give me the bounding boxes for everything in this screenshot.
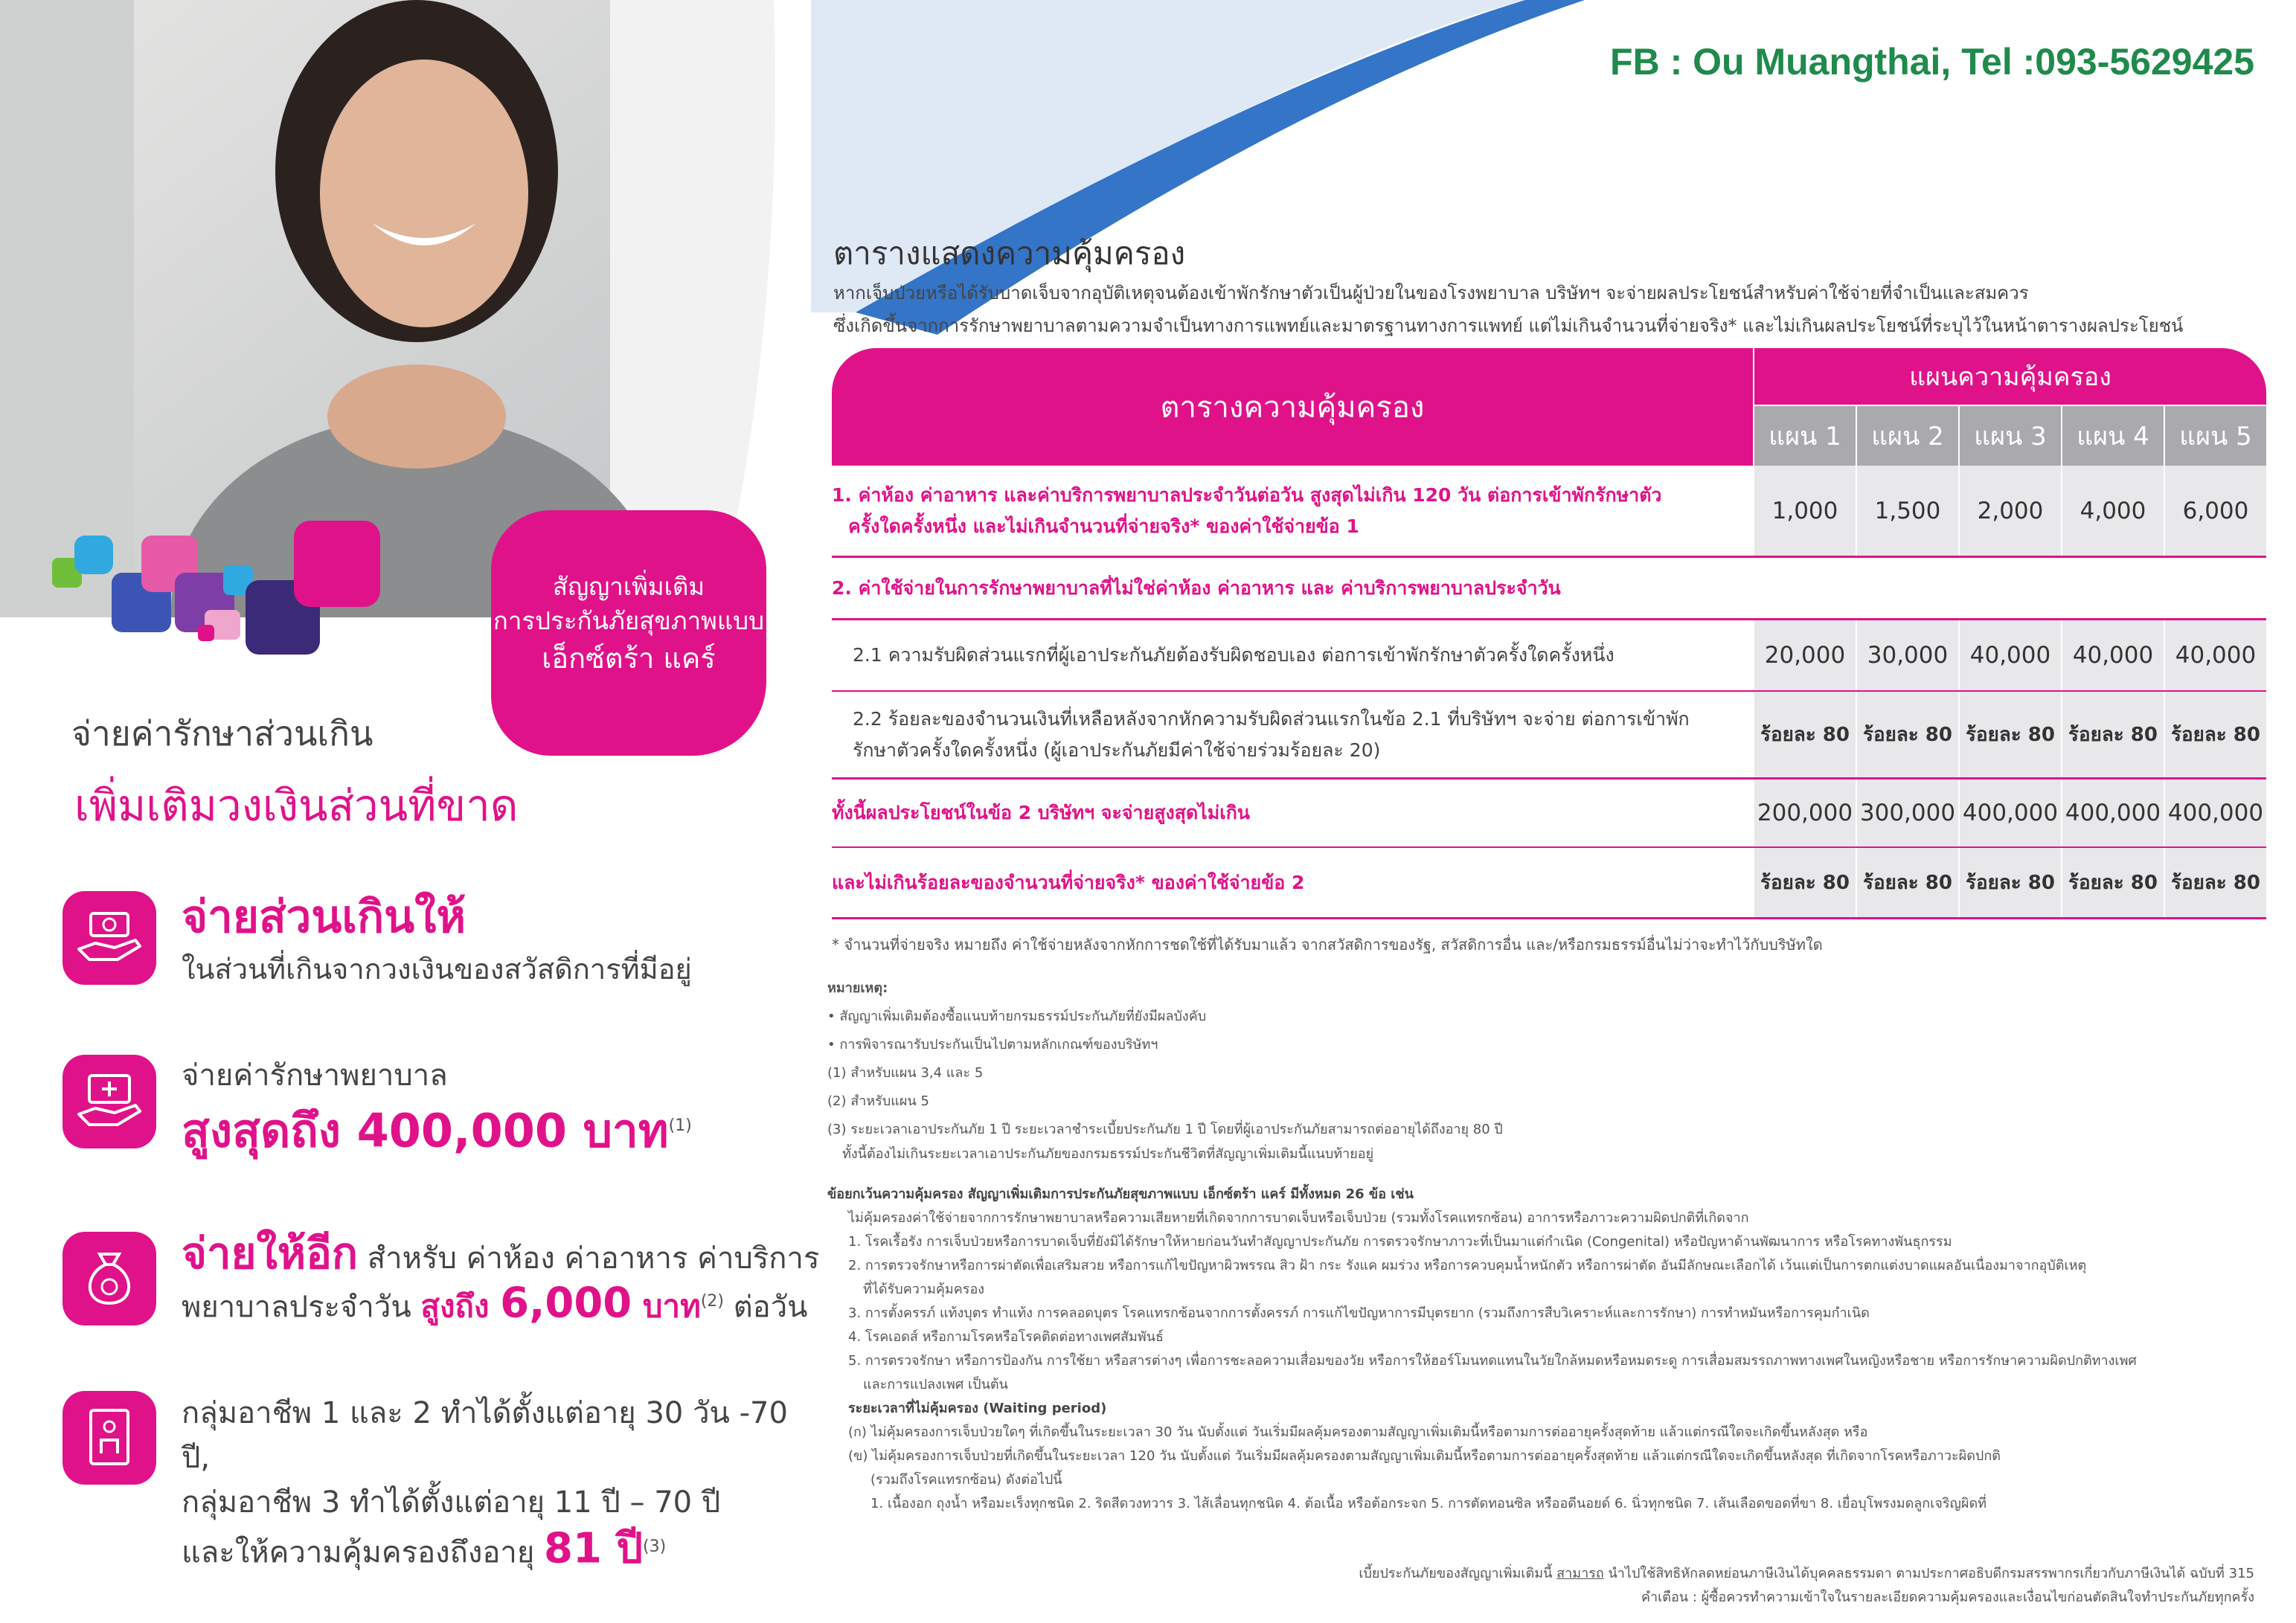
row-label: และไม่เกินร้อยละของจำนวนที่จ่ายจริง* ของค่าใช้จ่ายข้อ 2: [832, 871, 1305, 893]
decorative-tile: [74, 536, 113, 574]
money-bag-icon: [62, 1232, 156, 1325]
section-intro: [833, 277, 2277, 342]
table-row: [832, 848, 2266, 919]
cell-value: 200,000: [1754, 780, 1856, 846]
footnote-ref: (2): [700, 1292, 724, 1311]
cell-value: ร้อยละ 80: [1857, 848, 1958, 917]
cell-value: 40,000: [1960, 620, 2061, 690]
badge-line-1: สัญญาเพิ่มเติม: [552, 572, 705, 601]
table-row: [832, 620, 2266, 692]
header-plan-3: แผน 3: [1960, 406, 2061, 466]
decorative-tile: [198, 625, 214, 641]
section-title: ตารางแสดงความคุ้มครอง: [833, 235, 1186, 271]
cell-value: 300,000: [1857, 780, 1958, 846]
cell-value: ร้อยละ 80: [1754, 692, 1856, 777]
badge-line-2: การประกันภัยสุขภาพแบบ: [493, 606, 765, 635]
intro-line: หากเจ็บป่วยหรือได้รับบาดเจ็บจากอุบัติเหตุจนต้องเข้าพักรักษาตัวเป็นผู้ป่วยในของโรงพยาบาล บริษัทฯ จะจ่ายผลประโยชน์สำหรับค่าใช้จ่ายที่จำเป็นและสมควร: [833, 283, 2029, 303]
remark-item: (1) สำหรับแผน 3,4 และ 5: [827, 1065, 984, 1081]
feature-line: จ่ายค่ารักษาพยาบาล: [182, 1058, 448, 1093]
decorative-tile: [294, 521, 380, 607]
cell-value: 1,000: [1754, 466, 1856, 556]
cell-value: ร้อยละ 80: [2165, 692, 2266, 777]
cell-value: ร้อยละ 80: [2062, 848, 2164, 917]
waiting-period-heading: ระยะเวลาที่ไม่คุ้มครอง (Waiting period): [848, 1401, 1107, 1416]
waiting-item: (ข) ไม่คุ้มครองการเจ็บป่วยที่เกิดขึ้นในระยะเวลา 120 วัน นับตั้งแต่ วันเริ่มมีผลคุ้มครองตามสัญญาเพิ่มเติมนี้หรือตามการต่ออายุครั้งสุดท้าย แล้วแต่กรณีใดจะเกิดขึ้นหลังสุด ที่เกิดจากโรคหรือภาวะผิดปกติ: [848, 1448, 2001, 1464]
contact-info: FB : Ou Muangthai, Tel :093-5629425: [1610, 41, 2254, 83]
product-badge: [491, 510, 766, 756]
cell-value: ร้อยละ 80: [2165, 848, 2266, 917]
table-footnote: * จำนวนที่จ่ายจริง หมายถึง ค่าใช้จ่ายหลังจากหักการชดใช้ที่ได้รับมาแล้ว จากสวัสดิการของรัฐ, สวัสดิการอื่น และ/หรือกรมธรรม์อื่นไม่ว่าจะทำไว้กับบริษัทใด: [832, 936, 1823, 954]
coverage-table: [832, 348, 2266, 919]
exclusion-item: ไม่คุ้มครองค่าใช้จ่ายจากการรักษาพยาบาลหรือความเสียหายที่เกิดจากการบาดเจ็บหรือเจ็บป่วย (รวมทั้งโรคแทรกซ้อน) อาการหรือภาวะความผิดปกติที่เกิดจาก: [848, 1210, 1749, 1226]
waiting-item: 1. เนื้องอก ถุงน้ำ หรือมะเร็งทุกชนิด 2. ริดสีดวงทวาร 3. ไส้เลื่อนทุกชนิด 4. ต้อเนื้อ หรือต้อกระจก 5. การตัดทอนซิล หรืออดีนอยด์ 6. นิ่วทุกชนิด 7. เส้นเลือดขอดที่ขา 8. เยื่อบุโพรงมดลูกเจริญผิดที่: [870, 1496, 1986, 1511]
intro-line: ซึ่งเกิดขึ้นจากการรักษาพยาบาลตามความจำเป็นทางการแพทย์และมาตรฐานทางการแพทย์ แต่ไม่เกินจำนวนที่จ่ายจริง* และไม่เกินผลประโยชน์ที่ระบุไว้ในหน้าตารางผลประโยชน์: [833, 315, 2184, 336]
remark-item: (2) สำหรับแผน 5: [827, 1093, 929, 1109]
feature-age: 81 ปี: [544, 1524, 644, 1573]
header-plan-2: แผน 2: [1857, 406, 1958, 466]
feature-desc: ในส่วนที่เกินจากวงเงินของสวัสดิการที่มีอยู่: [182, 953, 692, 986]
row-label: 2.2 ร้อยละของจำนวนเงินที่เหลือหลังจากหักความรับผิดส่วนแรกในข้อ 2.1 ที่บริษัทฯ จะจ่าย ต่อการเข้าพัก: [853, 707, 1690, 730]
cell-value: 2,000: [1960, 466, 2061, 556]
feature-title: จ่ายส่วนเกินให้: [182, 891, 466, 943]
remark-item: • การพิจารณารับประกันเป็นไปตามหลักเกณฑ์ของบริษัทฯ: [827, 1037, 1158, 1052]
feature-text: พยาบาลประจำวัน: [182, 1290, 421, 1325]
feature-text: ต่อวัน: [723, 1290, 808, 1325]
table-row: [832, 466, 2266, 558]
cell-value: 4,000: [2062, 466, 2164, 556]
feature-amount: 6,000: [500, 1279, 632, 1328]
row-label: ทั้งนี้ผลประโยชน์ในข้อ 2 บริษัทฯ จะจ่ายสูงสุดไม่เกิน: [832, 802, 1250, 823]
header-plan-1: แผน 1: [1754, 406, 1856, 466]
tax-note-emphasis: สามารถ: [1556, 1566, 1604, 1581]
feature-line: กลุ่มอาชีพ 1 และ 2 ทำได้ตั้งแต่อายุ 30 วัน -70 ปี,: [182, 1396, 788, 1475]
exclusion-item: ที่ได้รับความคุ้มครอง: [863, 1282, 985, 1297]
disclaimer: [1359, 1562, 2254, 1610]
feature-title: จ่ายให้อีก: [182, 1228, 359, 1279]
tax-note: นำไปใช้สิทธิหักลดหย่อนภาษีเงินได้บุคคลธรรมดา ตามประกาศอธิบดีกรมสรรพากรเกี่ยวกับภาษีเงินได้ ฉบับที่ 315: [1603, 1566, 2254, 1581]
table-row: [832, 692, 2266, 780]
header-plans: แผนความคุ้มครอง: [1754, 348, 2266, 405]
warning-note: คำเตือน : ผู้ซื้อควรทำความเข้าใจในรายละเอียดความคุ้มครองและเงื่อนไขก่อนตัดสินใจทำประกันภัยทุกครั้ง: [1641, 1590, 2254, 1605]
cell-value: 6,000: [2165, 466, 2266, 556]
table-row: [832, 780, 2266, 848]
remark-item: • สัญญาเพิ่มเติมต้องซื้อแนบท้ายกรมธรรม์ประกันภัยที่ยังมีผลบังคับ: [827, 1009, 1207, 1024]
footnote-ref: (1): [668, 1116, 692, 1135]
cell-value: ร้อยละ 80: [2062, 692, 2164, 777]
feature-line: กลุ่มอาชีพ 3 ทำได้ตั้งแต่อายุ 11 ปี – 70 ปี: [182, 1485, 721, 1520]
cell-value: 400,000: [2062, 780, 2164, 846]
badge-line-3: เอ็กซ์ตร้า แคร์: [542, 642, 716, 675]
remarks-heading: หมายเหตุ:: [827, 980, 888, 996]
left-subheading: เพิ่มเติมวงเงินส่วนที่ขาด: [74, 780, 519, 831]
cell-value: 20,000: [1754, 620, 1856, 690]
medical-hand-icon: [62, 1055, 156, 1148]
header-plan-5: แผน 5: [2165, 406, 2266, 466]
waiting-item: (รวมถึงโรคแทรกซ้อน) ดังต่อไปนี้: [870, 1472, 1062, 1488]
table-header: [832, 348, 2266, 466]
cell-value: ร้อยละ 80: [1754, 848, 1856, 917]
exclusions-heading: ข้อยกเว้นความคุ้มครอง สัญญาเพิ่มเติมการประกันภัยสุขภาพแบบ เอ็กซ์ตร้า แคร์ มีทั้งหมด 26 ข้อ เช่น: [827, 1186, 1414, 1202]
header-coverage: ตารางความคุ้มครอง: [832, 348, 1753, 466]
exclusion-item: 4. โรคเอดส์ หรือกามโรคหรือโรคติดต่อทางเพศสัมพันธ์: [848, 1329, 1164, 1345]
feature-amount: สูงสุดถึง 400,000 บาท: [182, 1103, 669, 1158]
feature-unit: บาท: [632, 1288, 701, 1325]
footnote-ref: (3): [643, 1537, 667, 1556]
row-label: รักษาตัวครั้งใดครั้งหนึ่ง (ผู้เอาประกันภัยมีค่าใช้จ่ายร่วมร้อยละ 20): [853, 739, 1381, 761]
remark-item: ทั้งนี้ต้องไม่เกินระยะเวลาเอาประกันภัยของกรมธรรม์ประกันชีวิตที่สัญญาเพิ่มเติมนี้แนบท้ายอยู่: [842, 1146, 1374, 1162]
feature-text: สำหรับ ค่าห้อง ค่าอาหาร ค่าบริการ: [358, 1241, 820, 1276]
cell-value: 400,000: [2165, 780, 2266, 846]
exclusion-item: 3. การตั้งครรภ์ แท้งบุตร ทำแท้ง การคลอดบุตร โรคแทรกซ้อนจากการตั้งครรภ์ การแก้ไขปัญหาการมีบุตรยาก (รวมถึงการสืบวิเคราะห์และการรักษา) การทำหมันหรือการคุมกำเนิด: [848, 1305, 1870, 1321]
remarks: [827, 974, 2271, 1165]
waiting-item: (ก) ไม่คุ้มครองการเจ็บป่วยใดๆ ที่เกิดขึ้นในระยะเวลา 30 วัน นับตั้งแต่ วันเริ่มมีผลคุ้มครองตามสัญญาเพิ่มเติมนี้หรือตามการต่ออายุครั้งสุดท้าย แล้วแต่กรณีใดจะเกิดขึ้นหลังสุด หรือ: [848, 1424, 1868, 1440]
exclusion-item: 2. การตรวจรักษาหรือการผ่าตัดเพื่อเสริมสวย หรือการแก้ไขปัญหาผิวพรรณ สิว ฝ้า กระ รังแค ผมร่วง หรือการควบคุมน้ำหนักตัว หรือการผ่าตัด อันมีลักษณะเลือกได้ เว้นแต่เป็นการตกแต่งบาดแผลอันเนื่องมาจากอุบัติเหตุ: [848, 1258, 2087, 1273]
cell-value: 1,500: [1857, 466, 1958, 556]
exclusions: [827, 1183, 2271, 1516]
cell-value: 400,000: [1960, 780, 2061, 846]
row-label: ครั้งใดครั้งหนึ่ง และไม่เกินจำนวนที่จ่ายจริง* ของค่าใช้จ่ายข้อ 1: [848, 515, 1359, 537]
tax-note: เบี้ยประกันภัยของสัญญาเพิ่มเติมนี้: [1359, 1566, 1557, 1581]
exclusion-item: 5. การตรวจรักษา หรือการป้องกัน การใช้ยา หรือสารต่างๆ เพื่อการชะลอความเสื่อมของวัย หรือการให้ฮอร์โมนทดแทนในวัยใกล้หมดหรือหมดระดู การเสื่อมสมรรถภาพทางเพศในหญิงหรือชาย หรือการรักษาความผิดปกติทางเพศ: [848, 1353, 2137, 1369]
cell-value: ร้อยละ 80: [1960, 692, 2061, 777]
cell-value: 40,000: [2165, 620, 2266, 690]
cell-value: 40,000: [2062, 620, 2164, 690]
table-row: [832, 558, 2266, 620]
left-heading: จ่ายค่ารักษาส่วนเกิน: [71, 713, 373, 753]
person-door-icon: [62, 1391, 156, 1485]
row-label: 2.1 ความรับผิดส่วนแรกที่ผู้เอาประกันภัยต้องรับผิดชอบเอง ต่อการเข้าพักรักษาตัวครั้งใดครั้งหนึ่ง: [853, 644, 1614, 666]
cell-value: ร้อยละ 80: [1960, 848, 2061, 917]
feature-upto: สูงถึง: [420, 1288, 501, 1325]
remark-item: (3) ระยะเวลาเอาประกันภัย 1 ปี ระยะเวลาชำระเบี้ยประกันภัย 1 ปี โดยที่ผู้เอาประกันภัยสามารถต่ออายุได้ถึงอายุ 80 ปี: [827, 1122, 1503, 1137]
cell-value: ร้อยละ 80: [1857, 692, 1958, 777]
header-plan-4: แผน 4: [2062, 406, 2164, 466]
cell-value: 30,000: [1857, 620, 1958, 690]
money-hand-icon: [62, 891, 156, 985]
row-label: 2. ค่าใช้จ่ายในการรักษาพยาบาลที่ไม่ใช่ค่าห้อง ค่าอาหาร และ ค่าบริการพยาบาลประจำวัน: [832, 576, 1561, 599]
row-label: 1. ค่าห้อง ค่าอาหาร และค่าบริการพยาบาลประจำวันต่อวัน สูงสุดไม่เกิน 120 วัน ต่อการเข้าพักรักษาตัว: [832, 483, 1662, 506]
feature-text: และให้ความคุ้มครองถึงอายุ: [182, 1535, 545, 1570]
exclusion-item: 1. โรคเรื้อรัง การเจ็บป่วยหรือการบาดเจ็บที่ยังมิได้รักษาให้หายก่อนวันทำสัญญาประกันภัย การตรวจรักษาภาวะที่เป็นมาแต่กำเนิด (Congenital) หรือปัญหาด้านพัฒนาการ หรือโรคทางพันธุกรรม: [848, 1234, 1952, 1250]
exclusion-item: และการแปลงเพศ เป็นต้น: [863, 1377, 1008, 1392]
